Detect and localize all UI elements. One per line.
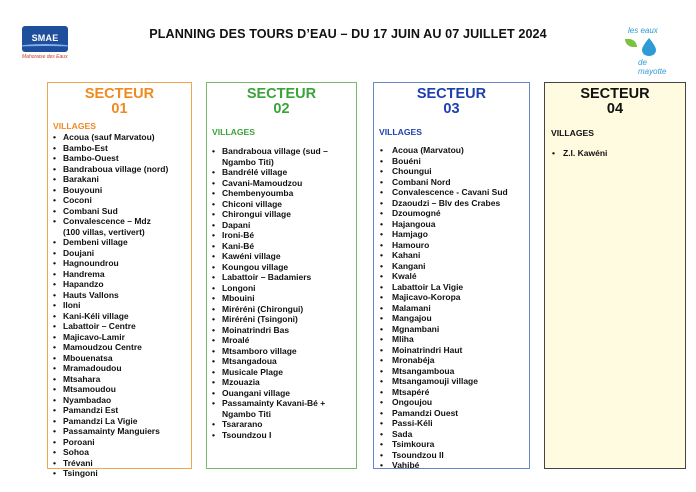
list-item-continuation: (100 villas, vertivert) <box>63 226 145 237</box>
list-item: • Hajangoua <box>374 219 529 230</box>
list-item: • Moinatrindri Haut <box>374 345 529 356</box>
secteur-03-villages-label: VILLAGES <box>379 127 422 137</box>
list-item: • Hapandzo <box>48 279 191 290</box>
secteur-03-village-list <box>374 145 529 471</box>
secteur-01-villages-label: VILLAGES <box>53 121 96 131</box>
list-item: • Sada <box>374 429 529 440</box>
list-item: • Pamandzi Ouest <box>374 408 529 419</box>
list-item: • Mramadoudou <box>48 363 191 374</box>
list-item: • Choungui <box>374 166 529 177</box>
list-item: • Miréréni (Chirongui) <box>207 304 356 315</box>
leaf-icon <box>625 39 637 47</box>
list-item: • Pamandzi Est <box>48 405 191 416</box>
list-item: • Acoua (sauf Marvatou) <box>48 132 191 143</box>
list-item: • Chiconi village <box>207 199 356 210</box>
list-item: • Mroalé <box>207 335 356 346</box>
list-item: • Mtsangamouji village <box>374 376 529 387</box>
list-item: • Mtsamoudou <box>48 384 191 395</box>
list-item: • Tsoundzou I <box>207 430 356 441</box>
list-item: • Passamainty Kavani-Bé + <box>207 398 356 409</box>
list-item: • Mtsangadoua <box>207 356 356 367</box>
secteur-04-column <box>544 82 686 469</box>
secteur-01-header: SECTEUR 01 <box>84 86 155 117</box>
list-item: • Kahani <box>374 250 529 261</box>
smae-logo-text: SMAE <box>31 33 59 43</box>
list-item: • Passamainty Manguiers <box>48 426 191 437</box>
list-item: • Pamandzi La Vigie <box>48 416 191 427</box>
secteur-04-header: SECTEUR 04 <box>580 86 650 117</box>
secteur-02-village-list <box>207 146 356 440</box>
list-item: • Mbouenatsa <box>48 353 191 364</box>
list-item: • Combani Sud <box>48 206 191 217</box>
list-item: • Bouyouni <box>48 185 191 196</box>
list-item: • Bambo-Est <box>48 143 191 154</box>
smae-logo <box>22 26 70 76</box>
list-item: • Mgnambani <box>374 324 529 335</box>
list-item: • Majicavo-Lamir <box>48 332 191 343</box>
list-item: • Musicale Plage <box>207 367 356 378</box>
list-item: • Tsoundzou II <box>374 450 529 461</box>
list-item: • Combani Nord <box>374 177 529 188</box>
list-item: • Kani-Bé <box>207 241 356 252</box>
list-item: • Cavani-Mamoudzou <box>207 178 356 189</box>
list-item: • Mliha <box>374 334 529 345</box>
list-item: • Bandraboua village (sud – <box>207 146 356 157</box>
list-item: • Malamani <box>374 303 529 314</box>
list-item: • Bouéni <box>374 156 529 167</box>
list-item: • Passi-Kéli <box>374 418 529 429</box>
secteur-04-villages-label: VILLAGES <box>551 128 594 138</box>
water-drop-icon <box>642 38 656 56</box>
list-item: • Mangajou <box>374 313 529 324</box>
secteur-01-column <box>47 82 192 478</box>
list-item: • Ongoujou <box>374 397 529 408</box>
list-item: • Kangani <box>374 261 529 272</box>
list-item: • Nyambadao <box>48 395 191 406</box>
list-item: • Dzaoudzi – Blv des Crabes <box>374 198 529 209</box>
secteur-03-column <box>373 82 530 469</box>
list-item: • Labattoir La Vigie <box>374 282 529 293</box>
list-item: • Hauts Vallons <box>48 290 191 301</box>
list-item: • Kani-Kéli village <box>48 311 191 322</box>
list-item: • Mamoudzou Centre <box>48 342 191 353</box>
list-item: • Bandrélé village <box>207 167 356 178</box>
list-item: • Dembeni village <box>48 237 191 248</box>
list-item-continuation: Ngambo Titi <box>222 408 271 419</box>
list-item: • Iloni <box>48 300 191 311</box>
list-item: • Mronabéja <box>374 355 529 366</box>
list-item: • Vahibé <box>374 460 529 471</box>
list-item: • Bambo-Ouest <box>48 153 191 164</box>
logo-right-line1: les eaux <box>628 26 658 35</box>
list-item: • Mtsamboro village <box>207 346 356 357</box>
list-item: • Sohoa <box>48 447 191 458</box>
list-item: • Doujani <box>48 248 191 259</box>
secteur-01-village-list <box>48 132 191 479</box>
list-item: • Tsingoni <box>48 468 191 479</box>
list-item: • Majicavo-Koropa <box>374 292 529 303</box>
list-item: • Kwalé <box>374 271 529 282</box>
list-item: • Labattoir – Centre <box>48 321 191 332</box>
list-item: • Mbouini <box>207 293 356 304</box>
list-item-continuation: Ngambo Titi) <box>222 156 274 167</box>
secteur-04-village-list <box>545 148 685 159</box>
secteur-02-header: SECTEUR 02 <box>246 86 317 117</box>
list-item: • Moinatrindri Bas <box>207 325 356 336</box>
list-item: • Mtsahara <box>48 374 191 385</box>
secteur-03-header: SECTEUR 03 <box>416 86 487 117</box>
list-item: • Dzoumogné <box>374 208 529 219</box>
list-item: • Kawéni village <box>207 251 356 262</box>
list-item: • Barakani <box>48 174 191 185</box>
list-item: • Hamouro <box>374 240 529 251</box>
list-item: • Acoua (Marvatou) <box>374 145 529 156</box>
list-item: • Koungou village <box>207 262 356 273</box>
secteur-02-villages-label: VILLAGES <box>212 127 255 137</box>
list-item: • Z.I. Kawéni <box>545 148 685 159</box>
list-item: • Convalescence – Mdz <box>48 216 191 227</box>
list-item: • Longoni <box>207 283 356 294</box>
list-item: • Hamjago <box>374 229 529 240</box>
list-item: • Dapani <box>207 220 356 231</box>
smae-logo-subtitle: Mahoraise des Eaux <box>22 54 68 60</box>
list-item: • Mzouazia <box>207 377 356 388</box>
list-item: • Bandraboua village (nord) <box>48 164 191 175</box>
list-item: • Mtsangamboua <box>374 366 529 377</box>
list-item: • Poroani <box>48 437 191 448</box>
list-item: • Tsimkoura <box>374 439 529 450</box>
list-item: • Labattoir – Badamiers <box>207 272 356 283</box>
list-item: • Handrema <box>48 269 191 280</box>
list-item: • Ouangani village <box>207 388 356 399</box>
list-item: • Chembenyoumba <box>207 188 356 199</box>
page-title: PLANNING DES TOURS D’EAU – DU 17 JUIN AU 07 JUILLET 2024 <box>149 27 547 41</box>
list-item: • Miréréni (Tsingoni) <box>207 314 356 325</box>
list-item: • Trévani <box>48 458 191 469</box>
list-item: • Hagnoundrou <box>48 258 191 269</box>
eaux-de-mayotte-logo <box>620 24 676 76</box>
list-item: • Convalescence - Cavani Sud <box>374 187 529 198</box>
list-item: • Ironi-Bé <box>207 230 356 241</box>
list-item: • Mtsapéré <box>374 387 529 398</box>
list-item: • Coconi <box>48 195 191 206</box>
list-item: • Chirongui village <box>207 209 356 220</box>
logo-right-line2: de mayotte <box>638 58 667 76</box>
secteur-02-column <box>206 82 357 469</box>
list-item: • Tsararano <box>207 419 356 430</box>
smae-logo-mark <box>22 26 68 52</box>
